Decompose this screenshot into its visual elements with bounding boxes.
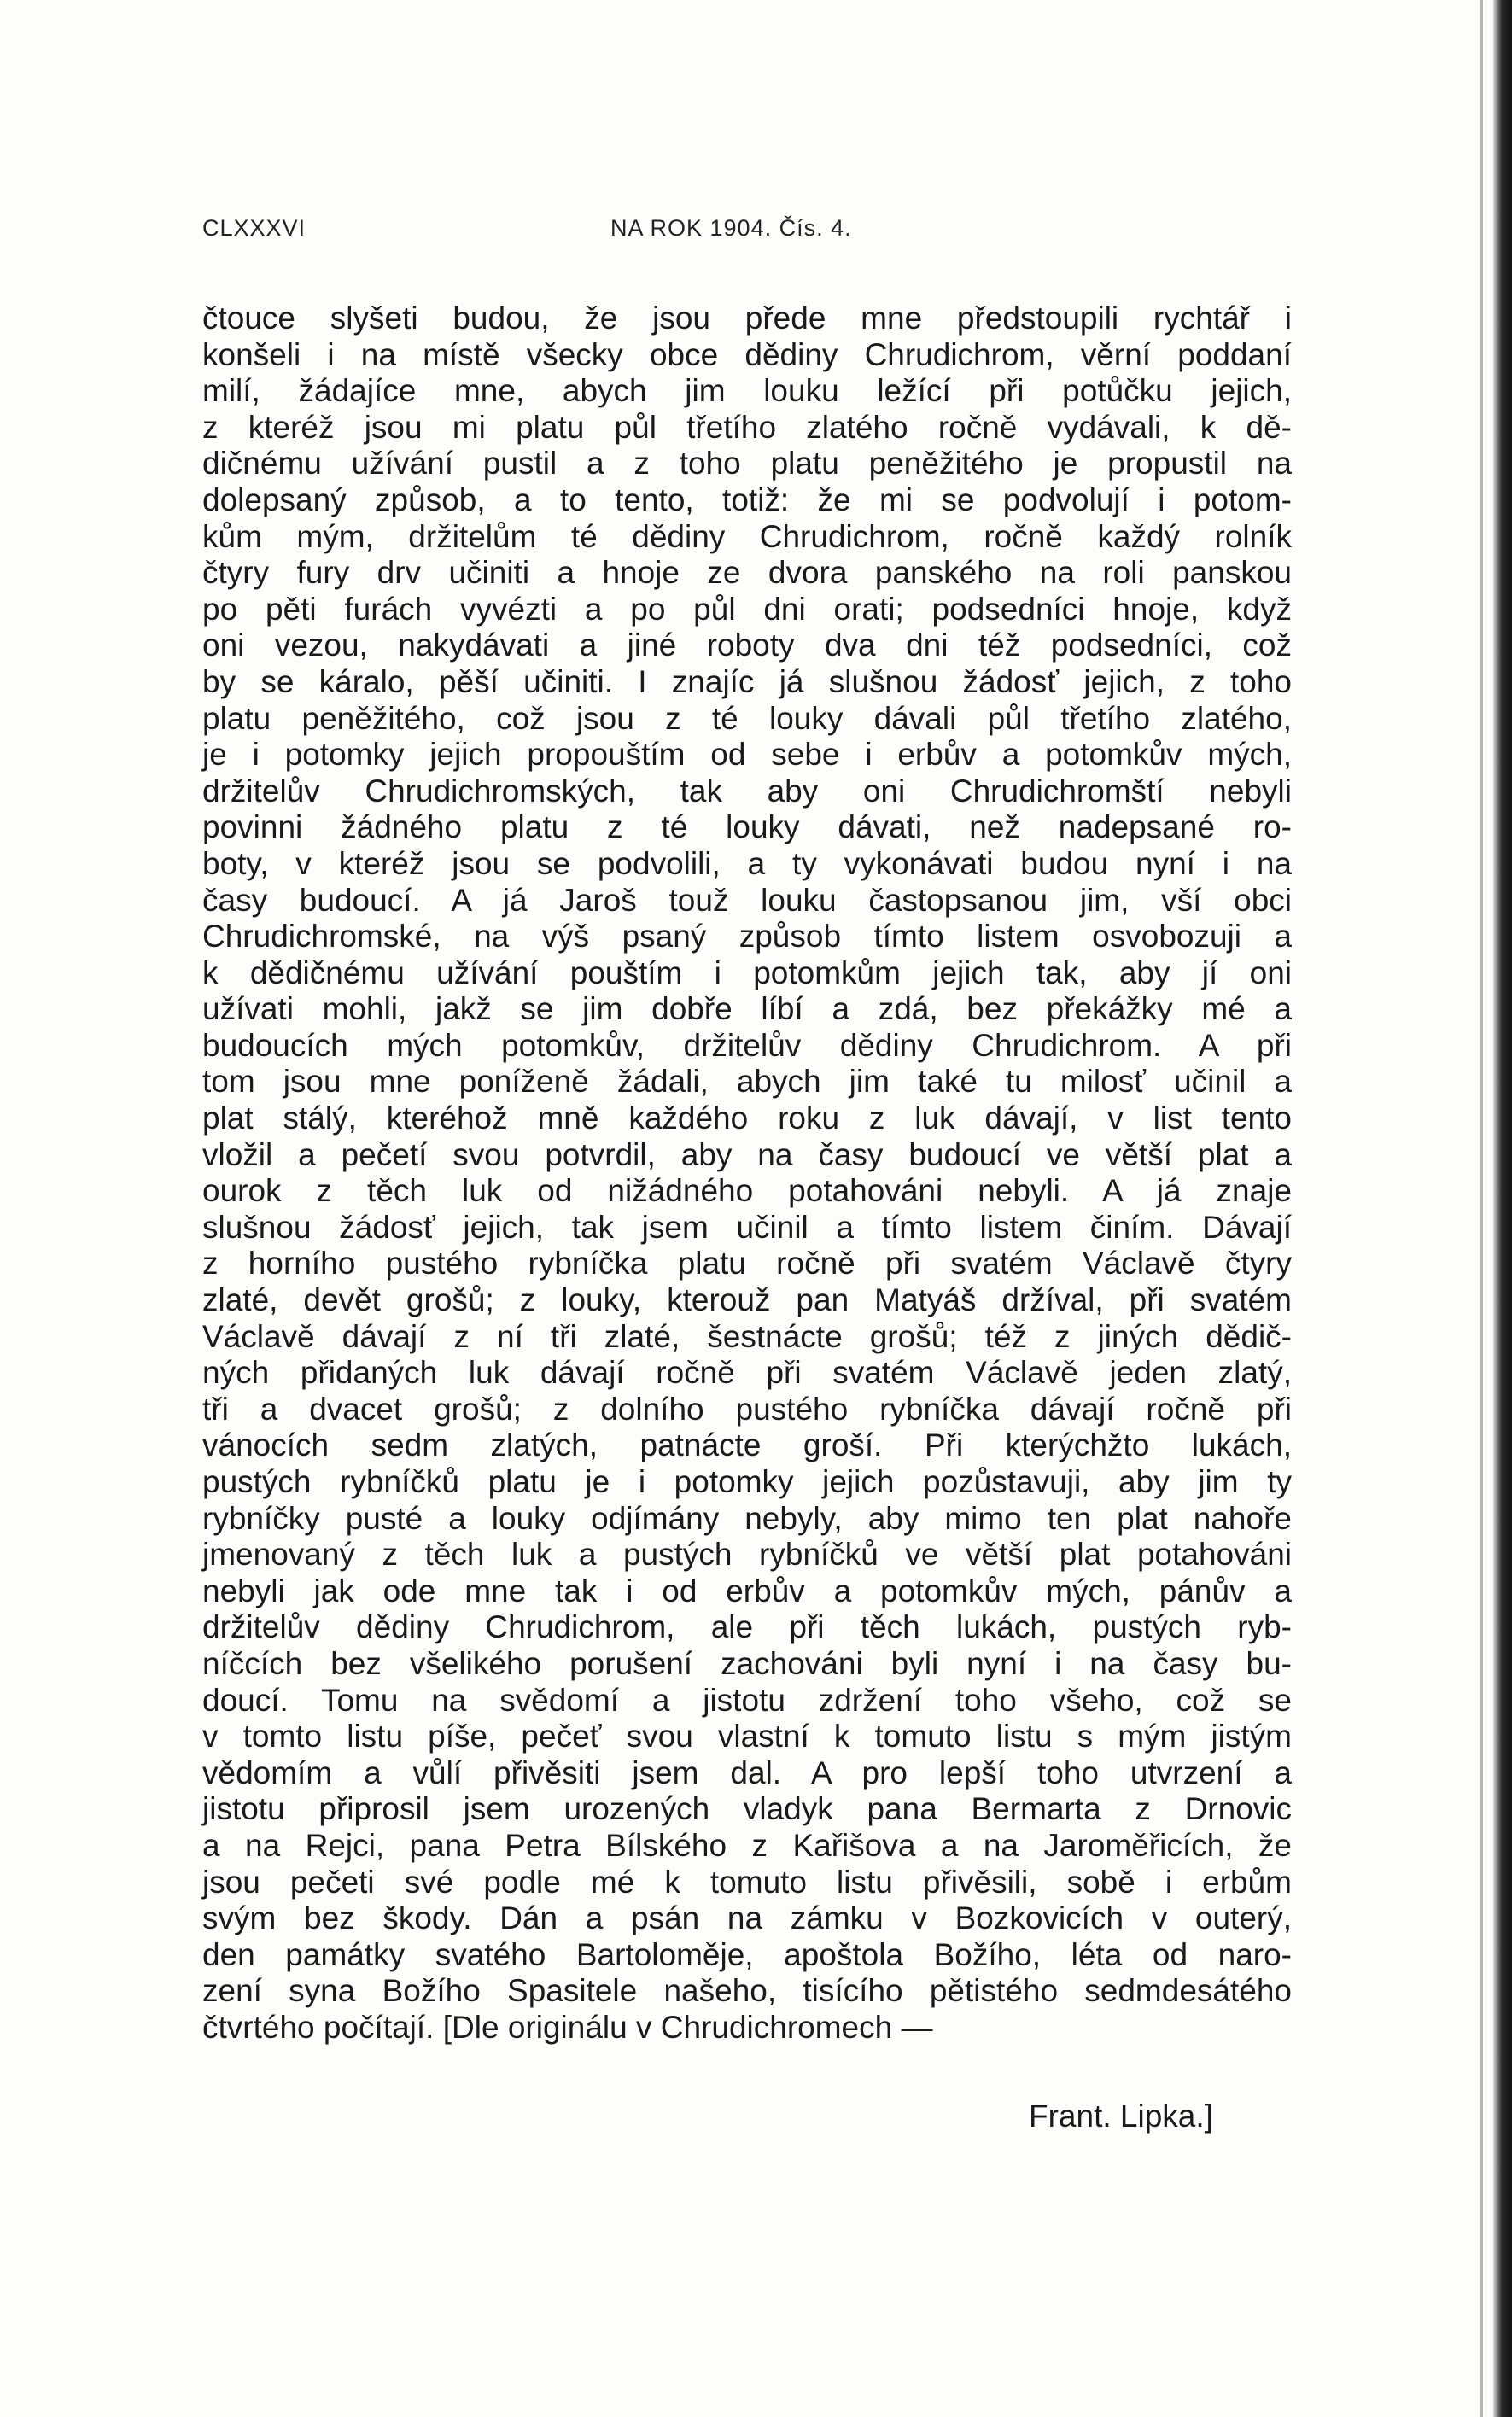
text-line: dolepsaný způsob, a to tento, totiž: že mi se podvolují i potom- bbox=[202, 482, 1292, 517]
text-line: plat stálý, kteréhož mně každého roku z luk dávají, v list tento bbox=[202, 1100, 1292, 1136]
text-line: a na Rejci, pana Petra Bílského z Kařišova a na Jaroměřicích, že bbox=[202, 1827, 1292, 1863]
text-line: nebyli jak ode mne tak i od erbův a potomkův mých, pánův a bbox=[202, 1573, 1292, 1608]
text-line: držitelův dědiny Chrudichrom, ale při těch lukách, pustých ryb- bbox=[202, 1609, 1292, 1645]
text-line: z horního pustého rybníčka platu ročně při svatém Václavě čtyry bbox=[202, 1246, 1292, 1281]
text-line: čtvrtého počítají. [Dle originálu v Chrudichromech — bbox=[202, 2009, 933, 2045]
text-line: užívati mohli, jakž se jim dobře líbí a zdá, bez překážky mé a bbox=[202, 991, 1292, 1027]
text-line: doucí. Tomu na svědomí a jistotu zdržení toho všeho, což se bbox=[202, 1682, 1292, 1718]
text-line: níčcích bez všelikého porušení zachováni byli nyní i na časy bu- bbox=[202, 1645, 1292, 1681]
text-line: držitelův Chrudichromských, tak aby oni Chrudichromští nebyli bbox=[202, 773, 1292, 809]
text-line: Chrudichromské, na výš psaný způsob tímto listem osvobozuji a bbox=[202, 919, 1292, 955]
text-line: z kteréž jsou mi platu půl třetího zlatého ročně vydávali, k dě- bbox=[202, 409, 1292, 445]
text-line: jmenovaný z těch luk a pustých rybníčků ve větší plat potahováni bbox=[202, 1537, 1292, 1573]
text-line: vložil a pečetí svou potvrdil, aby na časy budoucí ve větší plat a bbox=[202, 1136, 1292, 1172]
text-line: vědomím a vůlí přivěsiti jsem dal. A pro lepší toho utvrzení a bbox=[202, 1754, 1292, 1790]
text-line: boty, v kteréž jsou se podvolili, a ty vykonávati budou nyní i na bbox=[202, 845, 1292, 881]
text-line: tom jsou mne poníženě žádali, abych jim také tu milosť učinil a bbox=[202, 1064, 1292, 1100]
scan-binding-edge bbox=[1493, 0, 1512, 2417]
text-line: pustých rybníčků platu je i potomky jejich pozůstavuji, aby jim ty bbox=[202, 1464, 1292, 1499]
text-line: kům mým, držitelům té dědiny Chrudichrom, ročně každý rolník bbox=[202, 518, 1292, 554]
text-line: časy budoucí. A já Jaroš touž louku častopsanou jim, vší obci bbox=[202, 882, 1292, 918]
text-line: slušnou žádosť jejich, tak jsem učinil a tímto listem činím. Dávají bbox=[202, 1209, 1292, 1245]
text-line: budoucích mých potomkův, držitelův dědiny Chrudichrom. A při bbox=[202, 1027, 1292, 1063]
text-line: den památky svatého Bartoloměje, apoštola Božího, léta od naro- bbox=[202, 1936, 1292, 1972]
text-line: ourok z těch luk od nižádného potahováni nebyli. A já znaje bbox=[202, 1173, 1292, 1209]
text-line: platu peněžitého, což jsou z té louky dávali půl třetího zlatého, bbox=[202, 700, 1292, 736]
text-line: je i potomky jejich propouštím od sebe i erbův a potomkův mých, bbox=[202, 737, 1292, 773]
text-line: rybníčky pusté a louky odjímány nebyly, aby mimo ten plat nahoře bbox=[202, 1500, 1292, 1536]
text-line: čtyry fury drv učiniti a hnoje ze dvora panského na roli panskou bbox=[202, 555, 1292, 591]
text-line: povinni žádného platu z té louky dávati, než nadepsané ro- bbox=[202, 809, 1292, 845]
text-line: čtouce slyšeti budou, že jsou přede mne předstoupili rychtář i bbox=[202, 301, 1292, 336]
running-header bbox=[202, 215, 1287, 249]
text-line: v tomto listu píše, pečeť svou vlastní k tomuto listu s mým jistým bbox=[202, 1719, 1292, 1754]
text-line: ných přidaných luk dávají ročně při svatém Václavě jeden zlatý, bbox=[202, 1355, 1292, 1391]
page-folio: CLXXXVI bbox=[202, 215, 306, 241]
text-line: po pěti furách vyvézti a po půl dni orati; podsedníci hnoje, když bbox=[202, 591, 1292, 627]
text-line: konšeli i na místě všecky obce dědiny Chrudichrom, věrní poddaní bbox=[202, 336, 1292, 372]
text-line: jistotu připrosil jsem urozených vladyk pana Bermarta z Drnovic bbox=[202, 1791, 1292, 1827]
text-line: Václavě dávají z ní tři zlaté, šestnácte grošů; též z jiných dědič- bbox=[202, 1318, 1292, 1354]
text-line: zlaté, devět grošů; z louky, kterouž pan Matyáš držíval, při svatém bbox=[202, 1282, 1292, 1318]
text-line: tři a dvacet grošů; z dolního pustého rybníčka dávají ročně při bbox=[202, 1391, 1292, 1427]
text-line: dičnému užívání pustil a z toho platu peněžitého je propustil na bbox=[202, 446, 1292, 482]
text-line: oni vezou, nakydávati a jiné roboty dva dni též podsedníci, což bbox=[202, 628, 1292, 663]
text-line: k dědičnému užívání pouštím i potomkům jejich tak, aby jí oni bbox=[202, 955, 1292, 990]
text-line: svým bez škody. Dán a psán na zámku v Bozkovicích v outerý, bbox=[202, 1900, 1292, 1936]
text-line: jsou pečeti své podle mé k tomuto listu přivěsili, sobě i erbům bbox=[202, 1864, 1292, 1900]
header-title: NA ROK 1904. Čís. 4. bbox=[610, 215, 852, 241]
text-line: by se káralo, pěší učiniti. I znajíc já slušnou žádosť jejich, z toho bbox=[202, 663, 1292, 699]
text-line: milí, žádajíce mne, abych jim louku ležící při potůčku jejich, bbox=[202, 373, 1292, 409]
text-line: zení syna Božího Spasitele našeho, tisícího pětistého sedmdesátého bbox=[202, 1973, 1292, 2009]
signature: Frant. Lipka.] bbox=[1029, 2099, 1213, 2134]
body-text bbox=[202, 301, 1292, 2046]
text-line: vánocích sedm zlatých, patnácte groší. Při kterýchžto lukách, bbox=[202, 1427, 1292, 1463]
scan-edge-line bbox=[1480, 0, 1483, 2417]
